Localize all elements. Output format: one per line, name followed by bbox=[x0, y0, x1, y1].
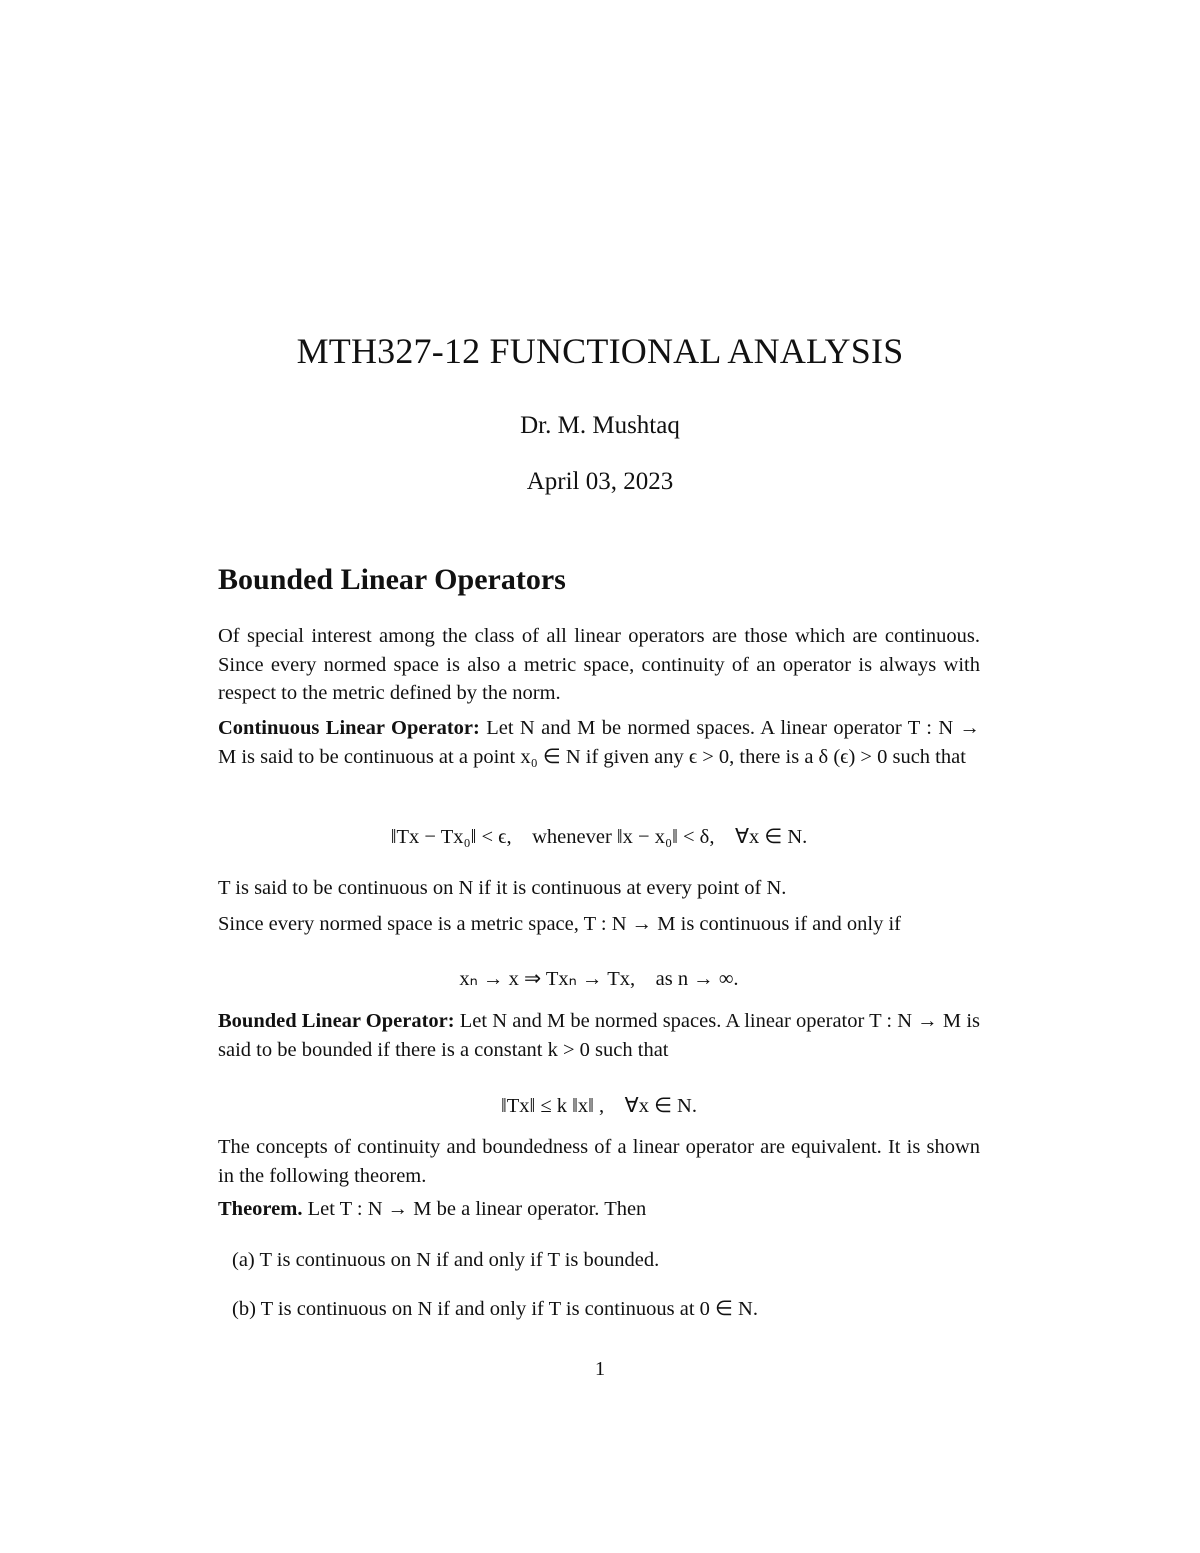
theorem-text: Let T : N → M be a linear operator. Then bbox=[307, 1198, 647, 1220]
continuous-on-paragraph bbox=[218, 874, 980, 903]
metric-text: Since every normed space is a metric space, T : N → M is continuous if and only if bbox=[218, 913, 901, 935]
intro-text: Of special interest among the class of all linear operators are those which are continuous. Since every normed space is also a metric space, continuity of an operator is always with respect to the metric defined by the norm. bbox=[218, 625, 980, 704]
theorem-label: Theorem. bbox=[218, 1198, 303, 1220]
bounded-definition bbox=[218, 1007, 980, 1064]
bounded-text: Let N and M be normed spaces. A linear operator T : N → M is said to be bounded if there is a constant k > 0 such that bbox=[218, 1010, 981, 1061]
equation-sequence: xₙ → x ⇒ Txₙ → Tx, as n → ∞. bbox=[459, 968, 739, 990]
theorem-paragraph bbox=[218, 1195, 980, 1224]
intro-paragraph bbox=[218, 622, 980, 708]
equivalence-text: The concepts of continuity and boundedness of a linear operator are equivalent. It is shown in the following theorem. bbox=[218, 1136, 980, 1187]
document-title: MTH327-12 FUNCTIONAL ANALYSIS bbox=[296, 331, 904, 371]
theorem-item-a: (a) T is continuous on N if and only if T is bounded. bbox=[232, 1249, 660, 1271]
continuous-label: Continuous Linear Operator: bbox=[218, 717, 480, 739]
document-author: Dr. M. Mushtaq bbox=[520, 412, 680, 439]
metric-paragraph bbox=[218, 910, 980, 939]
page-number: 1 bbox=[594, 1358, 606, 1380]
equivalence-paragraph bbox=[218, 1133, 980, 1190]
continuous-on-text: T is said to be continuous on N if it is continuous at every point of N. bbox=[218, 877, 787, 899]
document-date: April 03, 2023 bbox=[526, 468, 674, 495]
equation-bounded: ‖Tx‖ ≤ k ‖x‖ , ∀x ∈ N. bbox=[501, 1095, 697, 1117]
theorem-item-b: (b) T is continuous on N if and only if T is continuous at 0 ∈ N. bbox=[232, 1298, 758, 1320]
continuous-definition bbox=[218, 714, 980, 771]
equation-continuity: ‖Tx − Tx₀‖ < ϵ, whenever ‖x − x₀‖ < δ, ∀x ∈ N. bbox=[390, 826, 808, 848]
section-title: Bounded Linear Operators bbox=[218, 563, 566, 596]
continuous-text: Let N and M be normed spaces. A linear operator T : N → M is said to be continuous at a point x₀ ∈ N if given any ϵ > 0, there is a δ (ϵ) > 0 such that bbox=[218, 717, 981, 768]
bounded-label: Bounded Linear Operator: bbox=[218, 1010, 455, 1032]
